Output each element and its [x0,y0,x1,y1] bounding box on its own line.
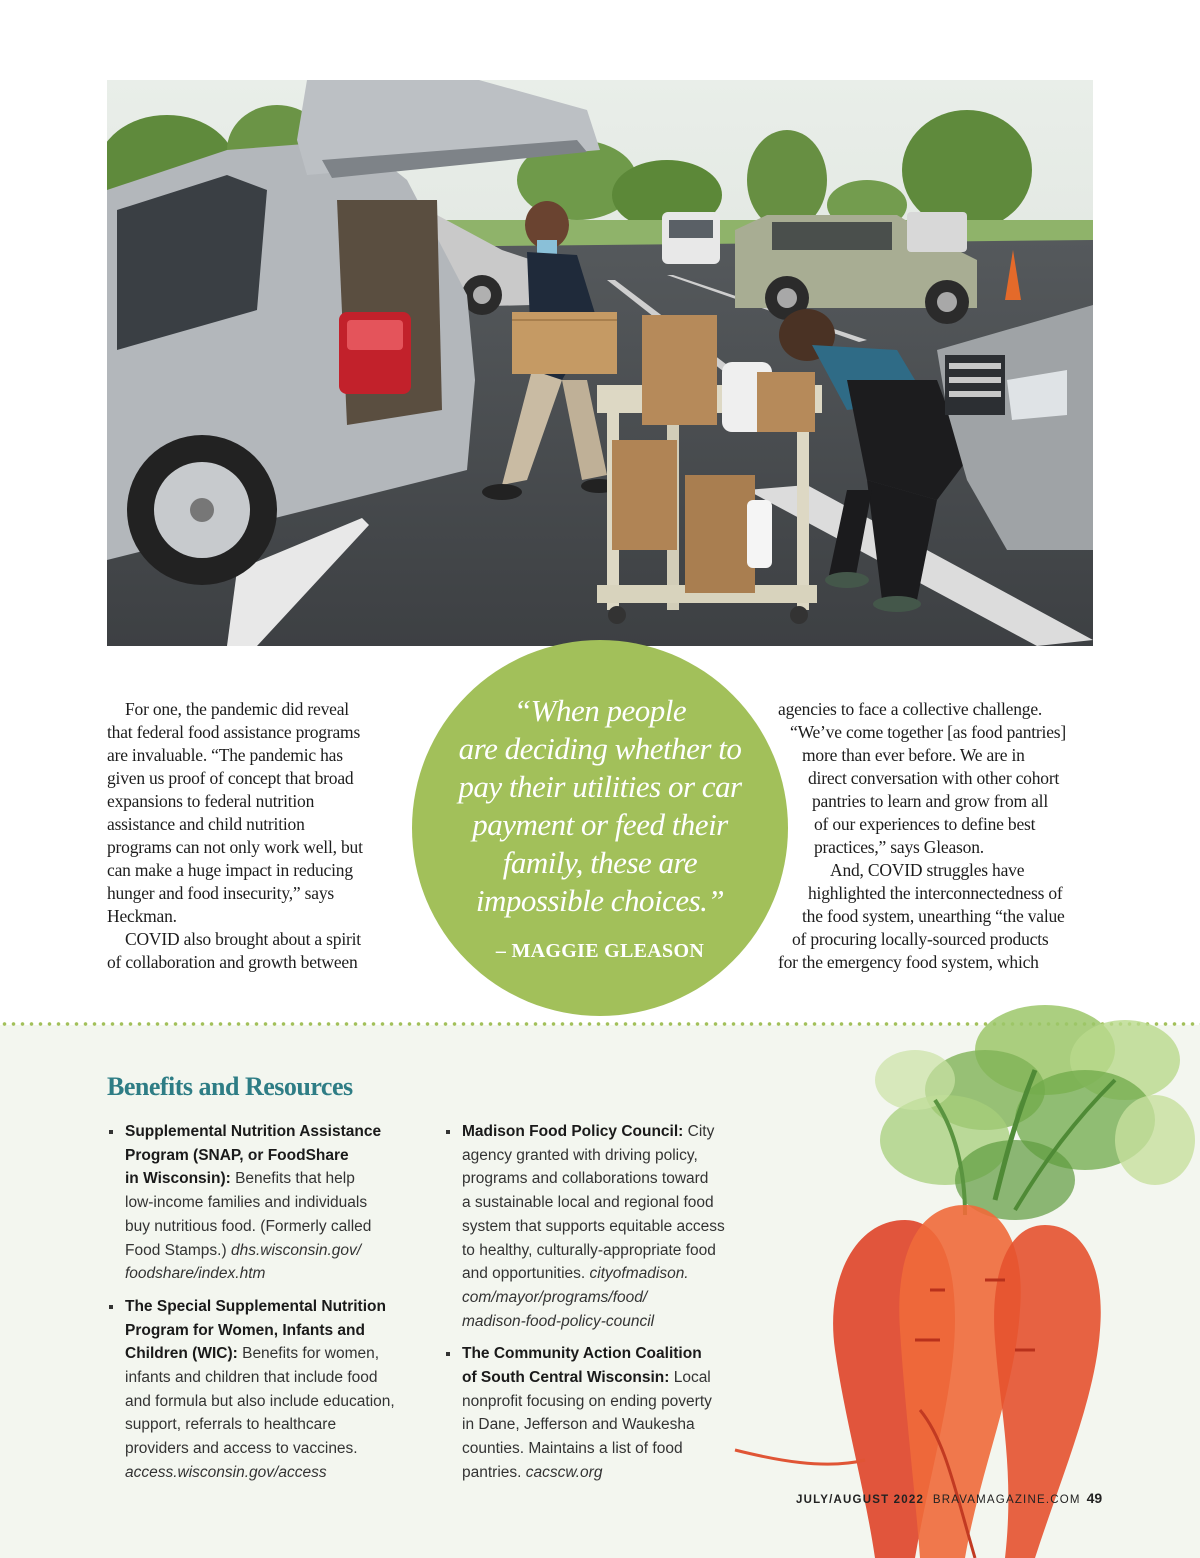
pull-quote-line: family, these are [502,845,698,880]
resource-line [125,1144,427,1168]
resource-link[interactable]: cityofmadison. [589,1265,689,1283]
resource-text: a sustainable local and regional food [462,1194,714,1212]
article-line: programs can not only work well, but [107,837,363,857]
resource-text: buy nutritious food. (Formerly called [125,1217,372,1235]
resource-line [125,1461,427,1485]
resource-text: programs and collaborations toward [462,1170,709,1188]
article-line: hunger and food insecurity,” says [107,883,334,903]
resource-link[interactable]: foodshare/index.htm [125,1265,266,1283]
resource-line [462,1413,754,1437]
resource-line [125,1120,427,1144]
article-line: practices,” says Gleason. [814,837,984,857]
pull-quote-text [412,692,788,920]
pull-quote-attribution: – MAGGIE GLEASON [495,940,705,962]
resource-link[interactable]: cacscw.org [525,1463,603,1481]
article-right-column [778,698,1108,974]
resource-line [462,1286,754,1310]
resource-text: low-income families and individuals [125,1194,368,1212]
article-line: highlighted the interconnectedness of [808,883,1063,903]
pull-quote-line: payment or feed their [472,807,728,842]
resource-line [462,1461,754,1485]
resource-line [462,1239,754,1263]
resource-line [462,1144,754,1168]
article-line: more than ever before. We are in [802,745,1025,765]
article-line: given us proof of concept that broad [107,768,354,788]
resource-name: Program for Women, Infants and [125,1321,365,1339]
resource-text: Benefits that help [230,1170,355,1188]
article-line: COVID also brought about a spirit [125,929,361,949]
article-line: of procuring locally-sourced products [792,929,1049,949]
resource-item [444,1342,754,1484]
article-line: For one, the pandemic did reveal [125,699,349,719]
article-line: that federal food assistance programs [107,722,361,742]
article-line: “We’ve come together [as food pantries] [790,722,1067,742]
resource-link[interactable]: madison-food-policy-council [462,1312,655,1330]
resource-text: Benefits for women, [237,1345,380,1363]
pull-quote-line: pay their utilities or car [458,769,742,804]
resource-line [125,1366,427,1390]
resource-name: of South Central Wisconsin: [462,1369,670,1387]
resource-name: The Special Supplemental Nutrition [125,1297,386,1315]
resource-text: counties. Maintains a list of food [462,1440,683,1458]
resource-line [462,1191,754,1215]
article-line: of our experiences to define best [814,814,1036,834]
resources-left-column [107,1120,427,1494]
resource-text: and opportunities. [462,1265,590,1283]
website: BRAVAMAGAZINE.COM [932,1494,1081,1506]
resource-line [462,1262,754,1286]
resource-line [462,1167,754,1191]
resource-line [125,1239,427,1263]
resource-line [462,1342,754,1366]
resource-name: The Community Action Coalition [462,1345,702,1363]
resource-text: nonprofit focusing on ending poverty [462,1392,712,1410]
resource-text: in Dane, Jefferson and Waukesha [462,1416,695,1434]
resource-text: pantries. [462,1463,526,1481]
resource-item [107,1295,427,1485]
resources-right-column [444,1120,754,1494]
resource-name: in Wisconsin): [125,1170,231,1188]
food-pantry-photo [107,80,1093,646]
issue-date: JULY/AUGUST 2022 [796,1494,925,1506]
carrot-illustration [715,990,1200,1558]
resource-line [462,1215,754,1239]
page-footer [796,1490,1102,1506]
page-number: 49 [1086,1490,1103,1506]
resource-line [462,1310,754,1334]
resource-line [125,1319,427,1343]
resource-line [462,1120,754,1144]
resource-line [462,1437,754,1461]
resource-line [125,1262,427,1286]
article-line: pantries to learn and grow from all [812,791,1048,811]
article-line: expansions to federal nutrition [107,791,315,811]
resource-line [125,1167,427,1191]
resource-line [125,1437,427,1461]
article-line: of collaboration and growth between [107,952,358,972]
resource-text: Local [669,1369,711,1387]
article-line: for the emergency food system, which [778,952,1039,972]
resource-name: Madison Food Policy Council: [462,1123,684,1140]
resource-line [125,1295,427,1319]
article-line: agencies to face a collective challenge. [778,699,1043,719]
resource-text: infants and children that include food [125,1369,378,1387]
article-line: And, COVID struggles have [830,860,1025,880]
resource-line [125,1413,427,1437]
pull-quote-line: impossible choices.” [475,883,725,918]
resource-link[interactable]: com/mayor/programs/food/ [462,1288,648,1306]
resource-text: Food Stamps.) [125,1241,231,1259]
resource-text: and formula but also include education, [125,1392,395,1410]
article-line: can make a huge impact in reducing [107,860,353,880]
resource-line [125,1191,427,1215]
resource-text: providers and access to vaccines. [125,1440,358,1458]
article-line: direct conversation with other cohort [808,768,1060,788]
resource-text: system that supports equitable access [462,1217,725,1235]
resources-title: Benefits and Resources [107,1072,353,1101]
resource-link[interactable]: access.wisconsin.gov/access [125,1463,327,1481]
resource-text: agency granted with driving policy, [462,1146,698,1164]
resource-item [444,1120,754,1333]
article-left-column [107,698,397,974]
resource-text: support, referrals to healthcare [125,1416,337,1434]
resource-link[interactable]: dhs.wisconsin.gov/ [230,1241,362,1259]
pull-quote-line: “When people [513,693,687,728]
pull-quote-line: are deciding whether to [458,731,742,766]
resource-name: Supplemental Nutrition Assistance [125,1123,382,1140]
resource-name: Program (SNAP, or FoodShare [125,1146,349,1164]
resource-line [462,1366,754,1390]
article-line: Heckman. [107,906,177,926]
resource-line [462,1390,754,1414]
resource-line [125,1215,427,1239]
resource-line [125,1342,427,1366]
resource-text: City [683,1123,715,1140]
resource-text: to healthy, culturally-appropriate food [462,1241,716,1259]
resource-item [107,1120,427,1286]
article-line: the food system, unearthing “the value [802,906,1065,926]
article-line: are invaluable. “The pandemic has [107,745,343,765]
article-line: assistance and child nutrition [107,814,305,834]
photo-illustration [107,80,1093,646]
resource-name: Children (WIC): [125,1345,238,1363]
resource-line [125,1390,427,1414]
